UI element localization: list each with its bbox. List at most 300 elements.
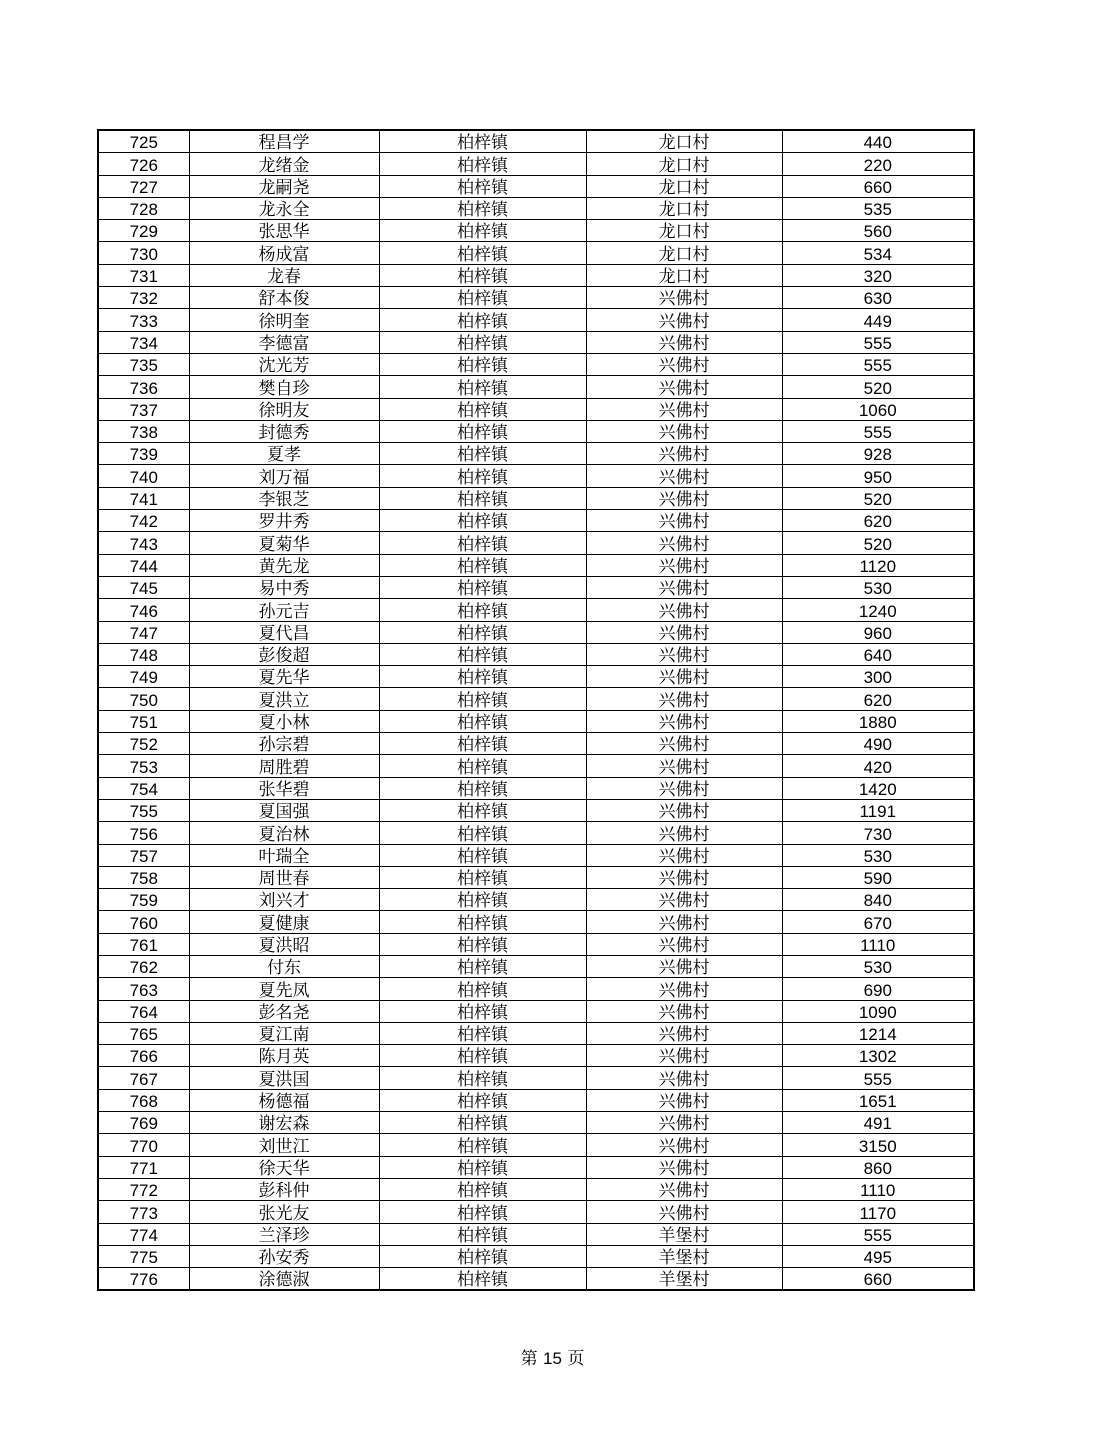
town-cell: 柏梓镇 [379,175,586,197]
village-cell: 兴佛村 [586,1045,782,1067]
name-cell: 徐天华 [189,1156,379,1178]
name-cell: 叶瑞全 [189,844,379,866]
village-cell: 兴佛村 [586,420,782,442]
village-cell: 兴佛村 [586,733,782,755]
amount-cell: 950 [782,465,974,487]
amount-cell: 1110 [782,1178,974,1200]
village-cell: 兴佛村 [586,710,782,732]
row-number-cell: 767 [98,1067,189,1089]
village-cell: 兴佛村 [586,1156,782,1178]
data-table [97,129,975,1291]
table-row [98,978,974,1000]
row-number-cell: 749 [98,666,189,688]
row-number-cell: 726 [98,153,189,175]
name-cell: 陈月英 [189,1045,379,1067]
town-cell: 柏梓镇 [379,153,586,175]
name-cell: 夏治林 [189,822,379,844]
row-number-cell: 775 [98,1245,189,1267]
village-cell: 兴佛村 [586,933,782,955]
row-number-cell: 755 [98,799,189,821]
table-row [98,554,974,576]
village-cell: 兴佛村 [586,643,782,665]
row-number-cell: 733 [98,309,189,331]
name-cell: 孙宗碧 [189,733,379,755]
name-cell: 刘万福 [189,465,379,487]
village-cell: 兴佛村 [586,576,782,598]
name-cell: 夏江南 [189,1022,379,1044]
name-cell: 兰泽珍 [189,1223,379,1245]
village-cell: 龙口村 [586,242,782,264]
row-number-cell: 764 [98,1000,189,1022]
table-row [98,153,974,175]
amount-cell: 555 [782,353,974,375]
town-cell: 柏梓镇 [379,599,586,621]
amount-cell: 1240 [782,599,974,621]
row-number-cell: 748 [98,643,189,665]
amount-cell: 730 [782,822,974,844]
row-number-cell: 734 [98,331,189,353]
table-row [98,1178,974,1200]
row-number-cell: 751 [98,710,189,732]
table-row [98,599,974,621]
name-cell: 易中秀 [189,576,379,598]
table-row [98,443,974,465]
village-cell: 兴佛村 [586,1067,782,1089]
village-cell: 龙口村 [586,130,782,153]
town-cell: 柏梓镇 [379,1178,586,1200]
amount-cell: 690 [782,978,974,1000]
town-cell: 柏梓镇 [379,420,586,442]
town-cell: 柏梓镇 [379,933,586,955]
name-cell: 周胜碧 [189,755,379,777]
table-row [98,264,974,286]
row-number-cell: 771 [98,1156,189,1178]
name-cell: 沈光芳 [189,353,379,375]
village-cell: 兴佛村 [586,1022,782,1044]
amount-cell: 1191 [782,799,974,821]
town-cell: 柏梓镇 [379,688,586,710]
table-row [98,643,974,665]
village-cell: 兴佛村 [586,844,782,866]
row-number-cell: 742 [98,510,189,532]
table-row [98,309,974,331]
name-cell: 夏洪立 [189,688,379,710]
amount-cell: 640 [782,643,974,665]
table-row [98,1067,974,1089]
village-cell: 兴佛村 [586,799,782,821]
table-row [98,933,974,955]
town-cell: 柏梓镇 [379,866,586,888]
table-row [98,1089,974,1111]
row-number-cell: 766 [98,1045,189,1067]
table-row [98,688,974,710]
name-cell: 黄先龙 [189,554,379,576]
name-cell: 龙永全 [189,197,379,219]
village-cell: 兴佛村 [586,1089,782,1111]
village-cell: 兴佛村 [586,309,782,331]
row-number-cell: 774 [98,1223,189,1245]
town-cell: 柏梓镇 [379,443,586,465]
name-cell: 张华碧 [189,777,379,799]
town-cell: 柏梓镇 [379,733,586,755]
village-cell: 兴佛村 [586,889,782,911]
village-cell: 兴佛村 [586,465,782,487]
amount-cell: 590 [782,866,974,888]
amount-cell: 620 [782,510,974,532]
amount-cell: 1110 [782,933,974,955]
name-cell: 彭科仲 [189,1178,379,1200]
amount-cell: 534 [782,242,974,264]
row-number-cell: 737 [98,398,189,420]
table-row [98,576,974,598]
name-cell: 夏洪昭 [189,933,379,955]
town-cell: 柏梓镇 [379,777,586,799]
amount-cell: 530 [782,955,974,977]
footer-prefix: 第 [520,1349,538,1369]
row-number-cell: 757 [98,844,189,866]
village-cell: 兴佛村 [586,398,782,420]
town-cell: 柏梓镇 [379,487,586,509]
name-cell: 张思华 [189,220,379,242]
table-row [98,1223,974,1245]
town-cell: 柏梓镇 [379,978,586,1000]
village-cell: 兴佛村 [586,532,782,554]
name-cell: 程昌学 [189,130,379,153]
row-number-cell: 741 [98,487,189,509]
village-cell: 兴佛村 [586,287,782,309]
table-row [98,376,974,398]
amount-cell: 660 [782,175,974,197]
row-number-cell: 740 [98,465,189,487]
name-cell: 封德秀 [189,420,379,442]
row-number-cell: 760 [98,911,189,933]
amount-cell: 960 [782,621,974,643]
town-cell: 柏梓镇 [379,844,586,866]
table-row [98,130,974,153]
row-number-cell: 730 [98,242,189,264]
village-cell: 龙口村 [586,153,782,175]
amount-cell: 1880 [782,710,974,732]
row-number-cell: 727 [98,175,189,197]
table-row [98,844,974,866]
village-cell: 羊堡村 [586,1223,782,1245]
row-number-cell: 732 [98,287,189,309]
amount-cell: 670 [782,911,974,933]
village-cell: 兴佛村 [586,353,782,375]
table-row [98,510,974,532]
name-cell: 张光友 [189,1201,379,1223]
row-number-cell: 747 [98,621,189,643]
amount-cell: 560 [782,220,974,242]
table-row [98,666,974,688]
town-cell: 柏梓镇 [379,1067,586,1089]
table-row [98,465,974,487]
village-cell: 羊堡村 [586,1268,782,1291]
amount-cell: 555 [782,420,974,442]
table-row [98,777,974,799]
town-cell: 柏梓镇 [379,799,586,821]
row-number-cell: 739 [98,443,189,465]
row-number-cell: 772 [98,1178,189,1200]
name-cell: 涂德淑 [189,1268,379,1291]
table-row [98,532,974,554]
village-cell: 兴佛村 [586,755,782,777]
name-cell: 龙绪金 [189,153,379,175]
amount-cell: 520 [782,376,974,398]
name-cell: 徐明友 [189,398,379,420]
row-number-cell: 731 [98,264,189,286]
name-cell: 夏先华 [189,666,379,688]
amount-cell: 449 [782,309,974,331]
amount-cell: 440 [782,130,974,153]
name-cell: 李银芝 [189,487,379,509]
table-row [98,487,974,509]
amount-cell: 1651 [782,1089,974,1111]
town-cell: 柏梓镇 [379,1112,586,1134]
name-cell: 杨德福 [189,1089,379,1111]
row-number-cell: 729 [98,220,189,242]
town-cell: 柏梓镇 [379,1022,586,1044]
table-row [98,1022,974,1044]
amount-cell: 555 [782,1223,974,1245]
row-number-cell: 761 [98,933,189,955]
town-cell: 柏梓镇 [379,197,586,219]
name-cell: 彭名尧 [189,1000,379,1022]
name-cell: 夏国强 [189,799,379,821]
village-cell: 兴佛村 [586,688,782,710]
row-number-cell: 769 [98,1112,189,1134]
village-cell: 兴佛村 [586,1134,782,1156]
row-number-cell: 768 [98,1089,189,1111]
village-cell: 龙口村 [586,220,782,242]
town-cell: 柏梓镇 [379,242,586,264]
row-number-cell: 759 [98,889,189,911]
town-cell: 柏梓镇 [379,755,586,777]
name-cell: 夏先凤 [189,978,379,1000]
table-row [98,175,974,197]
row-number-cell: 728 [98,197,189,219]
town-cell: 柏梓镇 [379,1201,586,1223]
table-row [98,733,974,755]
row-number-cell: 765 [98,1022,189,1044]
village-cell: 兴佛村 [586,510,782,532]
village-cell: 兴佛村 [586,1000,782,1022]
name-cell: 杨成富 [189,242,379,264]
amount-cell: 530 [782,576,974,598]
town-cell: 柏梓镇 [379,1045,586,1067]
row-number-cell: 756 [98,822,189,844]
town-cell: 柏梓镇 [379,1089,586,1111]
amount-cell: 840 [782,889,974,911]
town-cell: 柏梓镇 [379,398,586,420]
amount-cell: 1420 [782,777,974,799]
town-cell: 柏梓镇 [379,666,586,688]
table-row [98,331,974,353]
amount-cell: 620 [782,688,974,710]
village-cell: 兴佛村 [586,1112,782,1134]
row-number-cell: 744 [98,554,189,576]
town-cell: 柏梓镇 [379,1000,586,1022]
town-cell: 柏梓镇 [379,130,586,153]
name-cell: 谢宏森 [189,1112,379,1134]
town-cell: 柏梓镇 [379,911,586,933]
row-number-cell: 758 [98,866,189,888]
amount-cell: 520 [782,487,974,509]
town-cell: 柏梓镇 [379,353,586,375]
name-cell: 付东 [189,955,379,977]
table-row [98,866,974,888]
table-row [98,420,974,442]
town-cell: 柏梓镇 [379,710,586,732]
village-cell: 兴佛村 [586,331,782,353]
row-number-cell: 745 [98,576,189,598]
town-cell: 柏梓镇 [379,1268,586,1291]
town-cell: 柏梓镇 [379,1223,586,1245]
amount-cell: 860 [782,1156,974,1178]
amount-cell: 3150 [782,1134,974,1156]
table-row [98,1268,974,1291]
village-cell: 羊堡村 [586,1245,782,1267]
town-cell: 柏梓镇 [379,1156,586,1178]
village-cell: 兴佛村 [586,1178,782,1200]
town-cell: 柏梓镇 [379,822,586,844]
table-row [98,1000,974,1022]
table-row [98,755,974,777]
table-row [98,1112,974,1134]
table-row [98,220,974,242]
table-row [98,1201,974,1223]
town-cell: 柏梓镇 [379,309,586,331]
amount-cell: 530 [782,844,974,866]
table-row [98,710,974,732]
town-cell: 柏梓镇 [379,643,586,665]
village-cell: 兴佛村 [586,1201,782,1223]
town-cell: 柏梓镇 [379,576,586,598]
row-number-cell: 735 [98,353,189,375]
name-cell: 樊自珍 [189,376,379,398]
row-number-cell: 770 [98,1134,189,1156]
village-cell: 龙口村 [586,264,782,286]
row-number-cell: 743 [98,532,189,554]
table-row [98,1245,974,1267]
amount-cell: 660 [782,1268,974,1291]
table-row [98,1134,974,1156]
row-number-cell: 738 [98,420,189,442]
row-number-cell: 746 [98,599,189,621]
amount-cell: 928 [782,443,974,465]
table-row [98,353,974,375]
name-cell: 彭俊超 [189,643,379,665]
town-cell: 柏梓镇 [379,465,586,487]
name-cell: 夏洪国 [189,1067,379,1089]
row-number-cell: 762 [98,955,189,977]
table-row [98,621,974,643]
village-cell: 兴佛村 [586,866,782,888]
town-cell: 柏梓镇 [379,287,586,309]
name-cell: 夏小林 [189,710,379,732]
page-footer [0,1344,1105,1369]
row-number-cell: 763 [98,978,189,1000]
row-number-cell: 753 [98,755,189,777]
town-cell: 柏梓镇 [379,510,586,532]
row-number-cell: 776 [98,1268,189,1291]
name-cell: 周世春 [189,866,379,888]
table-row [98,911,974,933]
table-row [98,287,974,309]
amount-cell: 1090 [782,1000,974,1022]
town-cell: 柏梓镇 [379,532,586,554]
table-row [98,1045,974,1067]
amount-cell: 491 [782,1112,974,1134]
name-cell: 罗井秀 [189,510,379,532]
village-cell: 兴佛村 [586,554,782,576]
town-cell: 柏梓镇 [379,889,586,911]
village-cell: 龙口村 [586,175,782,197]
village-cell: 兴佛村 [586,487,782,509]
village-cell: 兴佛村 [586,911,782,933]
table-row [98,889,974,911]
village-cell: 兴佛村 [586,621,782,643]
village-cell: 兴佛村 [586,443,782,465]
table-row [98,955,974,977]
name-cell: 夏菊华 [189,532,379,554]
amount-cell: 1060 [782,398,974,420]
name-cell: 夏健康 [189,911,379,933]
amount-cell: 1120 [782,554,974,576]
table-row [98,799,974,821]
footer-suffix: 页 [567,1349,585,1369]
town-cell: 柏梓镇 [379,1245,586,1267]
row-number-cell: 773 [98,1201,189,1223]
name-cell: 刘世江 [189,1134,379,1156]
amount-cell: 1214 [782,1022,974,1044]
row-number-cell: 736 [98,376,189,398]
village-cell: 兴佛村 [586,376,782,398]
town-cell: 柏梓镇 [379,220,586,242]
village-cell: 兴佛村 [586,955,782,977]
amount-cell: 1302 [782,1045,974,1067]
name-cell: 徐明奎 [189,309,379,331]
row-number-cell: 750 [98,688,189,710]
amount-cell: 420 [782,755,974,777]
table-row [98,822,974,844]
town-cell: 柏梓镇 [379,331,586,353]
name-cell: 孙安秀 [189,1245,379,1267]
row-number-cell: 754 [98,777,189,799]
town-cell: 柏梓镇 [379,621,586,643]
row-number-cell: 725 [98,130,189,153]
amount-cell: 555 [782,1067,974,1089]
amount-cell: 220 [782,153,974,175]
village-cell: 兴佛村 [586,666,782,688]
amount-cell: 320 [782,264,974,286]
row-number-cell: 752 [98,733,189,755]
amount-cell: 300 [782,666,974,688]
name-cell: 龙春 [189,264,379,286]
town-cell: 柏梓镇 [379,1134,586,1156]
page-number: 15 [543,1349,562,1368]
name-cell: 刘兴才 [189,889,379,911]
amount-cell: 520 [782,532,974,554]
town-cell: 柏梓镇 [379,264,586,286]
table-body [98,130,974,1290]
amount-cell: 555 [782,331,974,353]
village-cell: 兴佛村 [586,777,782,799]
table-row [98,398,974,420]
town-cell: 柏梓镇 [379,376,586,398]
amount-cell: 1170 [782,1201,974,1223]
village-cell: 兴佛村 [586,978,782,1000]
